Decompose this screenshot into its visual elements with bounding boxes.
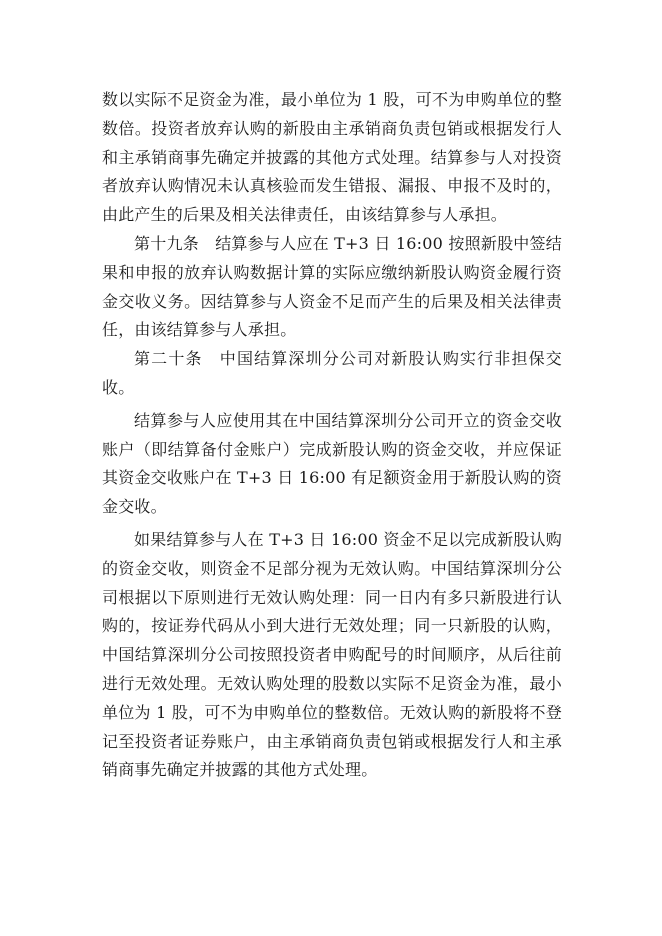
paragraph-settlement-account: 结算参与人应使用其在中国结算深圳分公司开立的资金交收账户（即结算备付金账户）完成新股认购的资金交收，并应保证其资金交收账户在 T+3 日 16:00 有足额资金用于新股认购的资金交收。 — [102, 410, 562, 517]
document-body — [102, 86, 562, 785]
paragraph-continuation: 数以实际不足资金为准，最小单位为 1 股，可不为申购单位的整数倍。投资者放弃认购的新股由主承销商负责包销或根据发行人和主承销商事先确定并披露的其他方式处理。结算参与人对投资者放弃认购情况未认真核验而发生错报、漏报、申报不及时的，由此产生的后果及相关法律责任，由该结算参与人承担。 — [102, 90, 562, 225]
paragraph-invalid-subscription: 如果结算参与人在 T+3 日 16:00 资金不足以完成新股认购的资金交收，则资金不足部分视为无效认购。中国结算深圳分公司根据以下原则进行无效认购处理：同一日内有多只新股进行认购的，按证券代码从小到大进行无效处理；同一只新股的认购，中国结算深圳分公司按照投资者申购配号的时间顺序，从后往前进行无效处理。无效认购处理的股数以实际不足资金为准，最小单位为 1 股，可不为申购单位的整数倍。无效认购的新股将不登记至投资者证券账户，由主承销商负责包销或根据发行人和主承销商事先确定并披露的其他方式处理。 — [102, 529, 562, 780]
paragraph-article-20: 第二十条 中国结算深圳分公司对新股认购实行非担保交收。 — [102, 349, 562, 397]
paragraph-article-19: 第十九条 结算参与人应在 T+3 日 16:00 按照新股中签结果和申报的放弃认购数据计算的实际应缴纳新股认购资金履行资金交收义务。因结算参与人资金不足而产生的后果及相关法律责任，由该结算参与人承担。 — [102, 233, 562, 340]
